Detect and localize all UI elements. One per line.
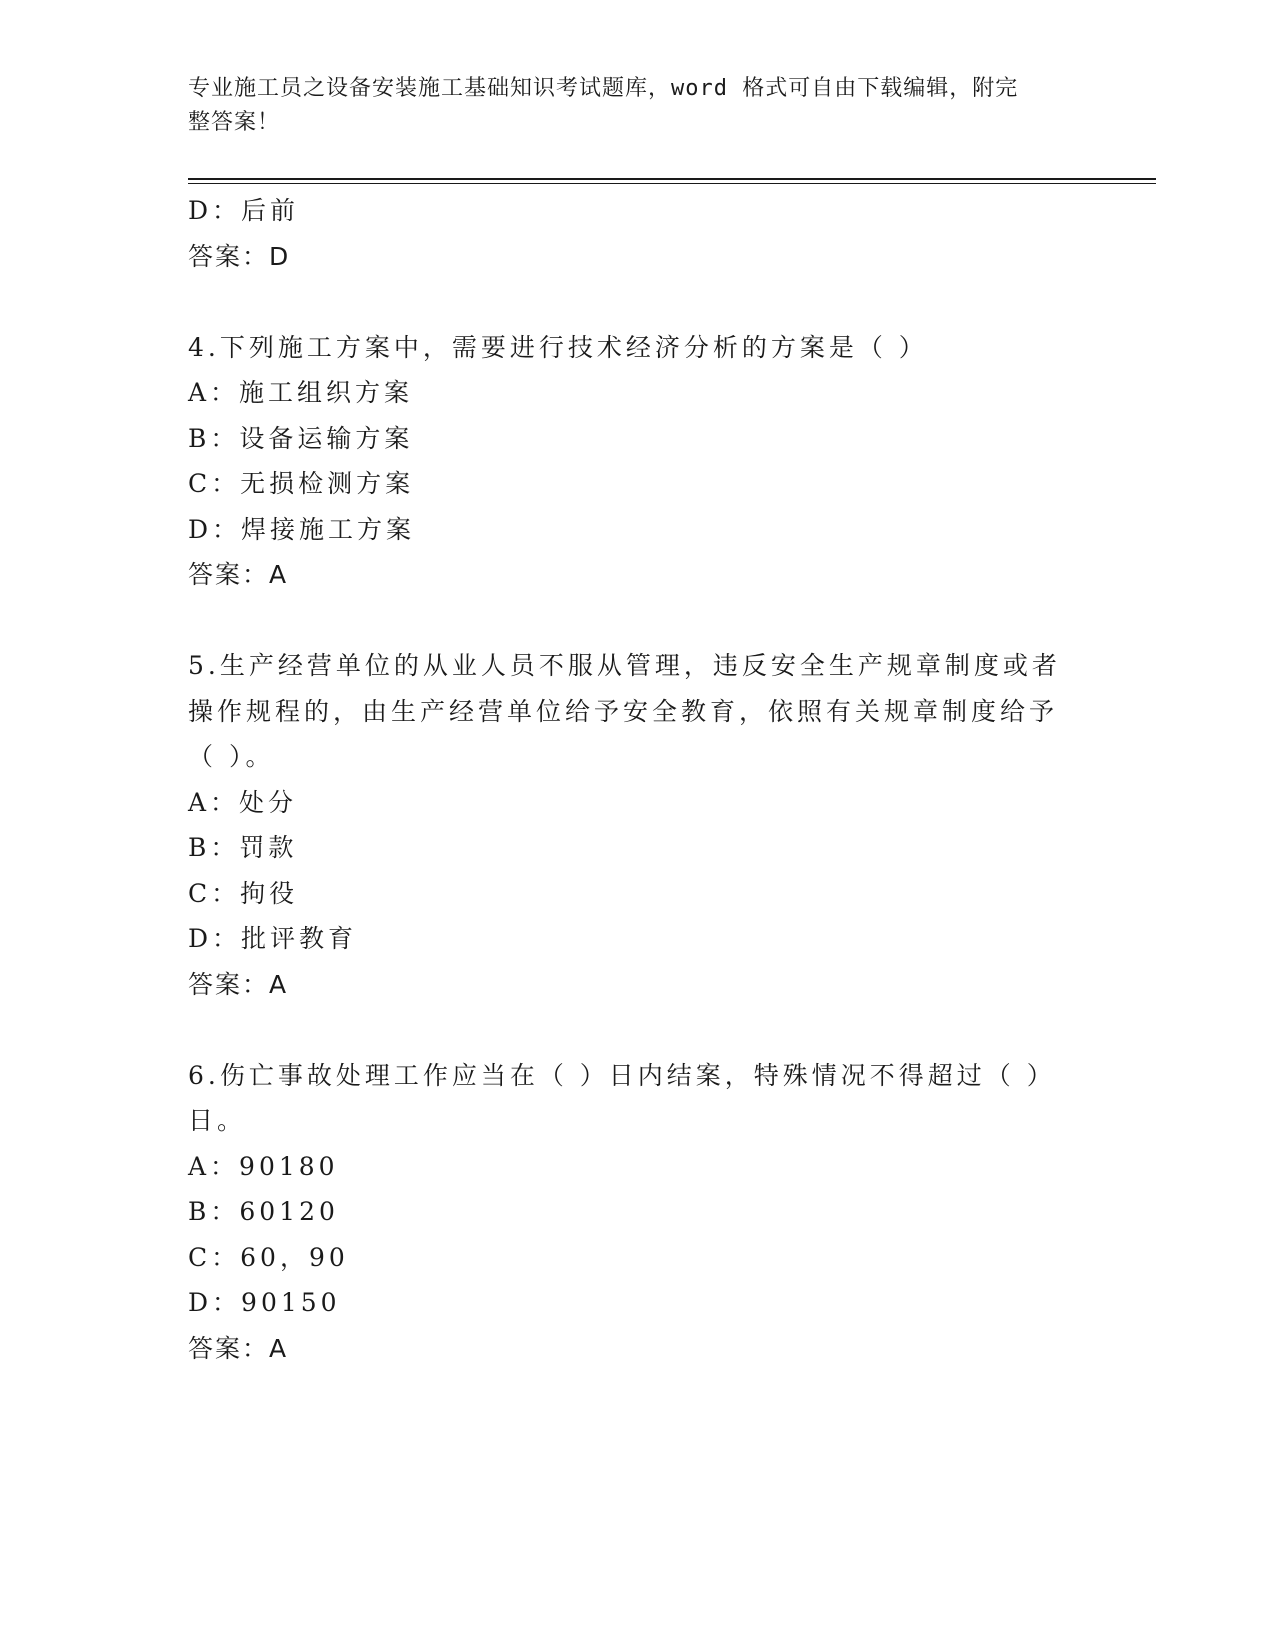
header-line-1: 专业施工员之设备安装施工基础知识考试题库，word 格式可自由下载编辑，附完 bbox=[188, 76, 1019, 101]
answer-line: 答案：A bbox=[188, 560, 289, 589]
answer-line: 答案：A bbox=[188, 969, 289, 999]
answer-line: 答案：D bbox=[188, 241, 291, 271]
header-divider-thick bbox=[188, 178, 1156, 180]
option-d: D：后前 bbox=[188, 196, 300, 225]
question-stem-line-1: 6.伤亡事故处理工作应当在（ ）日内结案，特殊情况不得超过（ ） bbox=[188, 1060, 1056, 1090]
option-d: D：批评教育 bbox=[188, 924, 358, 953]
spacer bbox=[188, 598, 1088, 644]
option-a: A：施工组织方案 bbox=[188, 378, 414, 407]
question-3-tail bbox=[188, 188, 1088, 279]
answer-line: 答案：A bbox=[188, 1333, 289, 1363]
spacer bbox=[188, 279, 1088, 325]
question-list bbox=[188, 188, 1088, 1371]
header-divider-thin bbox=[188, 183, 1156, 184]
option-d: D：焊接施工方案 bbox=[188, 514, 416, 544]
option-b: B：罚款 bbox=[188, 833, 298, 862]
question-stem-line-2: 操作规程的，由生产经营单位给予安全教育，依照有关规章制度给予 bbox=[188, 696, 1059, 726]
option-c: C：拘役 bbox=[188, 878, 299, 908]
question-5 bbox=[188, 643, 1088, 1007]
question-4 bbox=[188, 325, 1088, 598]
option-d: D：90150 bbox=[188, 1288, 341, 1317]
option-a: A：90180 bbox=[188, 1151, 339, 1181]
document-header bbox=[188, 72, 1068, 140]
question-stem-line-1: 5.生产经营单位的从业人员不服从管理，违反安全生产规章制度或者 bbox=[188, 651, 1061, 680]
spacer bbox=[188, 1007, 1088, 1053]
option-a: A：处分 bbox=[188, 787, 298, 817]
option-b: B：设备运输方案 bbox=[188, 423, 414, 453]
question-stem-line-2: 日。 bbox=[188, 1106, 247, 1135]
question-6 bbox=[188, 1053, 1088, 1372]
option-c: C：60，90 bbox=[188, 1242, 349, 1272]
option-b: B：60120 bbox=[188, 1197, 339, 1226]
option-c: C：无损检测方案 bbox=[188, 469, 415, 498]
question-stem-line-3: （ ）。 bbox=[188, 742, 275, 771]
header-line-2: 整答案！ bbox=[188, 110, 281, 135]
question-stem: 4.下列施工方案中，需要进行技术经济分析的方案是（ ） bbox=[188, 332, 928, 362]
